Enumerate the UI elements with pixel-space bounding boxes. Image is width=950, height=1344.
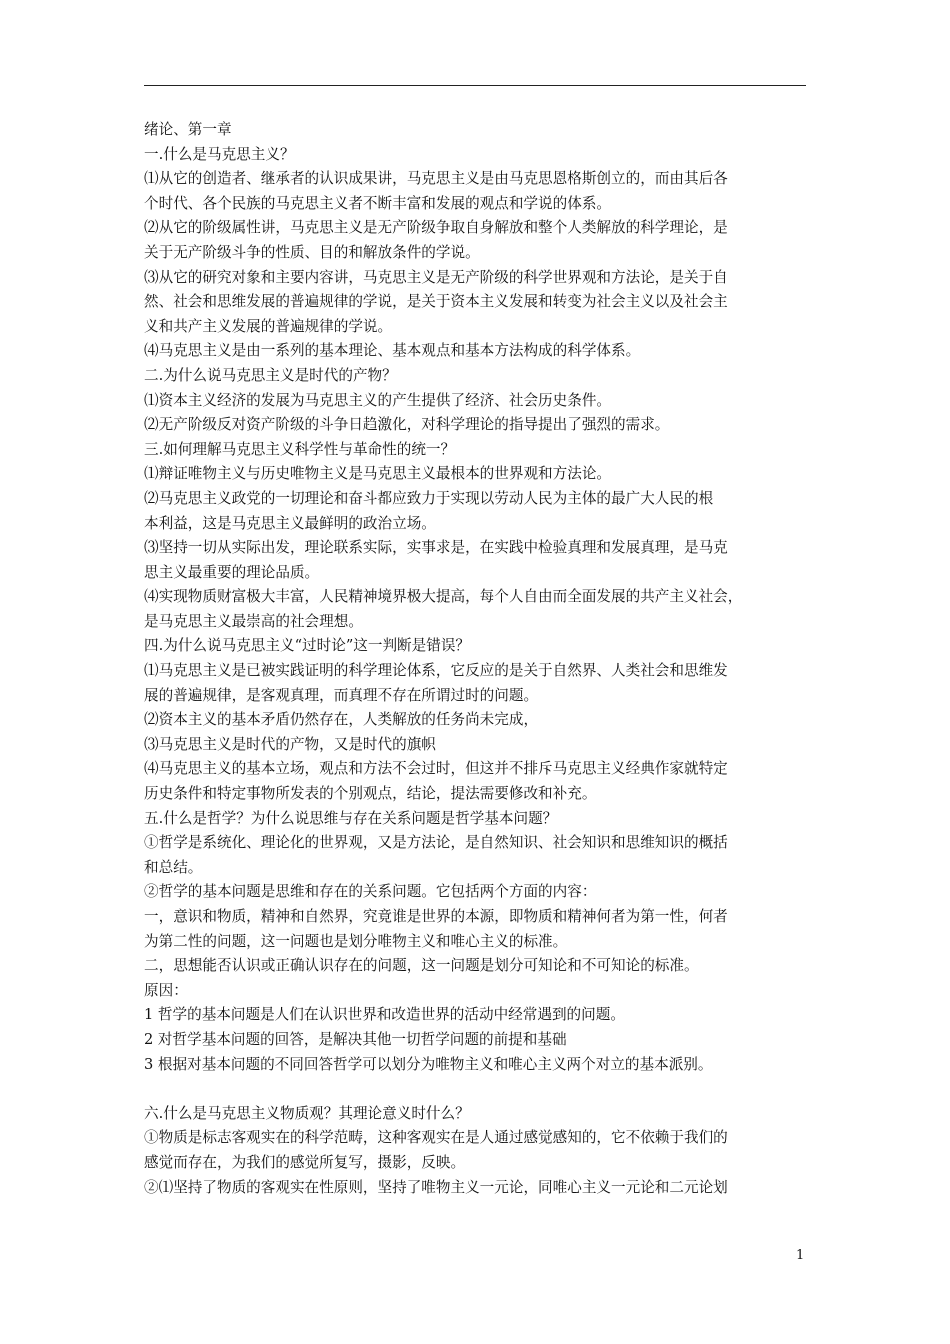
text-line: 二.为什么说马克思主义是时代的产物？: [144, 366, 397, 384]
text-line: 和总结。: [144, 858, 203, 876]
text-line: 本利益，这是马克思主义最鲜明的政治立场。: [144, 514, 436, 532]
header-rule: [144, 85, 806, 86]
text-line: ⑶马克思主义是时代的产物，又是时代的旗帜: [144, 735, 436, 753]
text-line: ②哲学的基本问题是思维和存在的关系问题。它包括两个方面的内容：: [144, 883, 597, 901]
text-line: ⑴从它的创造者、继承者的认识成果讲，马克思主义是由马克思恩格斯创立的，而由其后各: [144, 170, 728, 188]
text-line: 义和共产主义发展的普遍规律的学说。: [144, 317, 393, 335]
text-line: 展的普遍规律，是客观真理，而真理不存在所谓过时的问题。: [144, 686, 539, 704]
text-line: ⑵无产阶级反对资产阶级的斗争日趋激化，对科学理论的指导提出了强烈的需求。: [144, 416, 670, 434]
text-line: ⑶坚持一切从实际出发，理论联系实际，实事求是，在实践中检验真理和发展真理，是马克: [144, 539, 728, 557]
blank-line: [144, 1077, 806, 1102]
text-line: ②⑴坚持了物质的客观实在性原则，坚持了唯物主义一元论，同唯心主义一元论和二元论划: [144, 1178, 728, 1196]
text-line: 三.如何理解马克思主义科学性与革命性的统一？: [144, 440, 456, 458]
text-line: ⑵资本主义的基本矛盾仍然存在，人类解放的任务尚未完成，: [144, 711, 539, 729]
text-line: 是马克思主义最崇高的社会理想。: [144, 612, 363, 630]
text-line: 一.什么是马克思主义？: [144, 145, 295, 163]
text-line: 为第二性的问题，这一问题也是划分唯物主义和唯心主义的标准。: [144, 932, 568, 950]
text-line: ①哲学是系统化、理论化的世界观，又是方法论，是自然知识、社会知识和思维知识的概括: [144, 834, 728, 852]
text-line: ⑵马克思主义政党的一切理论和奋斗都应致力于实现以劳动人民为主体的最广大人民的根: [144, 489, 714, 507]
text-line: ⑵从它的阶级属性讲，马克思主义是无产阶级争取自身解放和整个人类解放的科学理论，是: [144, 219, 728, 237]
text-line: 个时代、各个民族的马克思主义者不断丰富和发展的观点和学说的体系。: [144, 194, 612, 212]
text-line: ⑷实现物质财富极大丰富，人民精神境界极大提高，每个人自由而全面发展的共产主义社会，: [144, 588, 743, 606]
document-body: [144, 118, 806, 1200]
text-line: ⑴资本主义经济的发展为马克思主义的产生提供了经济、社会历史条件。: [144, 391, 612, 409]
text-line: 六.什么是马克思主义物质观？其理论意义时什么？: [144, 1104, 470, 1122]
text-line: 四.为什么说马克思主义“过时论”这一判断是错误？: [144, 637, 471, 655]
text-line: ①物质是标志客观实在的科学范畴，这种客观实在是人通过感觉感知的，它不依赖于我们的: [144, 1129, 728, 1147]
text-line: 关于无产阶级斗争的性质、目的和解放条件的学说。: [144, 243, 480, 261]
text-line: 3 根据对基本问题的不同回答哲学可以划分为唯物主义和唯心主义两个对立的基本派别。: [144, 1055, 713, 1073]
text-line: 绪论、第一章: [144, 121, 232, 138]
text-line: 思主义最重要的理论品质。: [144, 563, 320, 581]
text-line: 五.什么是哲学？为什么说思维与存在关系问题是哲学基本问题？: [144, 809, 558, 827]
text-line: ⑶从它的研究对象和主要内容讲，马克思主义是无产阶级的科学世界观和方法论，是关于自: [144, 268, 728, 286]
text-line: ⑴马克思主义是已被实践证明的科学理论体系，它反应的是关于自然界、人类社会和思维发: [144, 662, 728, 680]
text-line: 原因：: [144, 981, 188, 999]
text-line: 2 对哲学基本问题的回答，是解决其他一切哲学问题的前提和基础: [144, 1030, 567, 1048]
text-line: ⑴辩证唯物主义与历史唯物主义是马克思主义最根本的世界观和方法论。: [144, 465, 612, 483]
page-number: 1: [796, 1248, 805, 1263]
text-line: ⑷马克思主义是由一系列的基本理论、基本观点和基本方法构成的科学体系。: [144, 342, 641, 360]
text-line: 历史条件和特定事物所发表的个别观点，结论，提法需要修改和补充。: [144, 785, 597, 803]
text-line: ⑷马克思主义的基本立场，观点和方法不会过时，但这并不排斥马克思主义经典作家就特定: [144, 760, 728, 778]
text-line: 1 哲学的基本问题是人们在认识世界和改造世界的活动中经常遇到的问题。: [144, 1006, 625, 1024]
text-line: 感觉而存在，为我们的感觉所复写，摄影，反映。: [144, 1153, 466, 1171]
text-line: 然、社会和思维发展的普遍规律的学说，是关于资本主义发展和转变为社会主义以及社会主: [144, 293, 728, 311]
text-line: 二，思想能否认识或正确认识存在的问题，这一问题是划分可知论和不可知论的标准。: [144, 957, 699, 975]
text-line: 一，意识和物质，精神和自然界，究竟谁是世界的本源，即物质和精神何者为第一性，何者: [144, 908, 728, 925]
